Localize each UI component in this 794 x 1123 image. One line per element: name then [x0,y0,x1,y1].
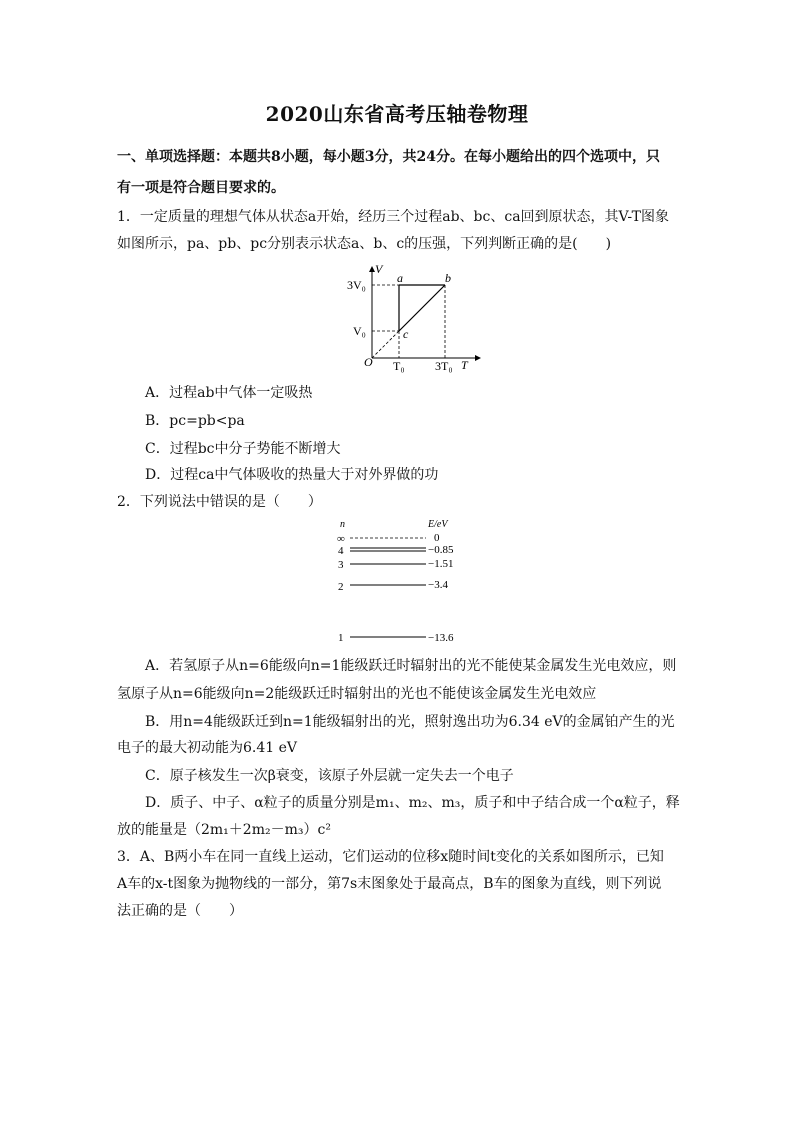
q3-stem-line2: A车的x-t图象为抛物线的一部分，第7s末图象处于最高点，B车的图象为直线，则下列说 [117,876,662,892]
section-heading-cont: 有一项是符合题目要求的。 [117,180,285,196]
level-e-3: −1.51 [428,558,454,570]
v-low-label: V₀ [353,324,366,338]
q2-option-a-line2: 氢原子从n=6能级向n=2能级跃迁时辐射出的光也不能使该金属发生光电效应 [117,686,597,702]
q1-vt-graph [345,262,485,377]
n-header: n [340,519,345,530]
point-a-label: a [397,271,403,285]
q2-option-d-line2: 放的能量是（2m₁＋2m₂－m₃）c² [117,822,331,838]
page-title: 2020山东省高考压轴卷物理 [265,102,529,126]
t-low-label: T₀ [393,359,405,373]
level-n-2: 2 [338,581,344,593]
level-n-inf: ∞ [337,533,345,545]
q2-option-a-line1: A．若氢原子从n=6能级向n=1能级跃迁时辐射出的光不能使某金属发生光电效应，则 [145,658,677,674]
q1-option-a: A．过程ab中气体一定吸热 [145,385,313,401]
level-e-4: −0.85 [428,544,454,556]
q1-option-d: D．过程ca中气体吸收的热量大于对外界做的功 [145,467,439,483]
q3-stem-line1: 3．A、B两小车在同一直线上运动，它们运动的位移x随时间t变化的关系如图所示，已知 [117,849,664,865]
section-heading: 一、单项选择题：本题共8小题，每小题3分，共24分。在每小题给出的四个选项中，只 [117,149,660,165]
origin-label: O [364,355,373,369]
level-e-1: −13.6 [428,632,454,644]
q1-option-c: C．过程bc中分子势能不断增大 [145,441,341,457]
level-n-3: 3 [338,559,344,571]
q2-option-b-line2: 电子的最大初动能为6.41 eV [117,740,298,756]
point-c-label: c [403,327,409,341]
point-b-label: b [445,271,451,285]
level-e-2: −3.4 [428,579,448,591]
q2-stem: 2．下列说法中错误的是（ ） [117,494,322,510]
q2-option-b-line1: B．用n=4能级跃迁到n=1能级辐射出的光，照射逸出功为6.34 eV的金属铂产生的光 [145,714,675,730]
q1-option-b: B．pc=pb<pa [145,413,245,429]
q2-energy-level-diagram [334,516,474,646]
level-n-4: 4 [338,545,344,557]
t-high-label: 3T₀ [435,359,453,373]
level-n-1: 1 [338,632,344,644]
q1-stem-line1: 1．一定质量的理想气体从状态a开始，经历三个过程ab、bc、ca回到原状态，其V-T图象 [117,209,669,225]
q1-stem-line2: 如图所示，pa、pb、pc分别表示状态a、b、c的压强，下列判断正确的是( ) [117,236,612,252]
v-axis-label: V [375,262,383,276]
t-axis-label: T [461,358,468,372]
q3-stem-line3: 法正确的是（ ） [117,903,243,919]
e-header: E/eV [428,519,448,530]
q2-option-d-line1: D．质子、中子、α粒子的质量分别是m₁、m₂、m₃，质子和中子结合成一个α粒子，释 [145,795,680,811]
q2-option-c: C．原子核发生一次β衰变，该原子外层就一定失去一个电子 [145,768,514,784]
v-high-label: 3V₀ [347,278,366,292]
level-e-inf: 0 [434,532,440,544]
